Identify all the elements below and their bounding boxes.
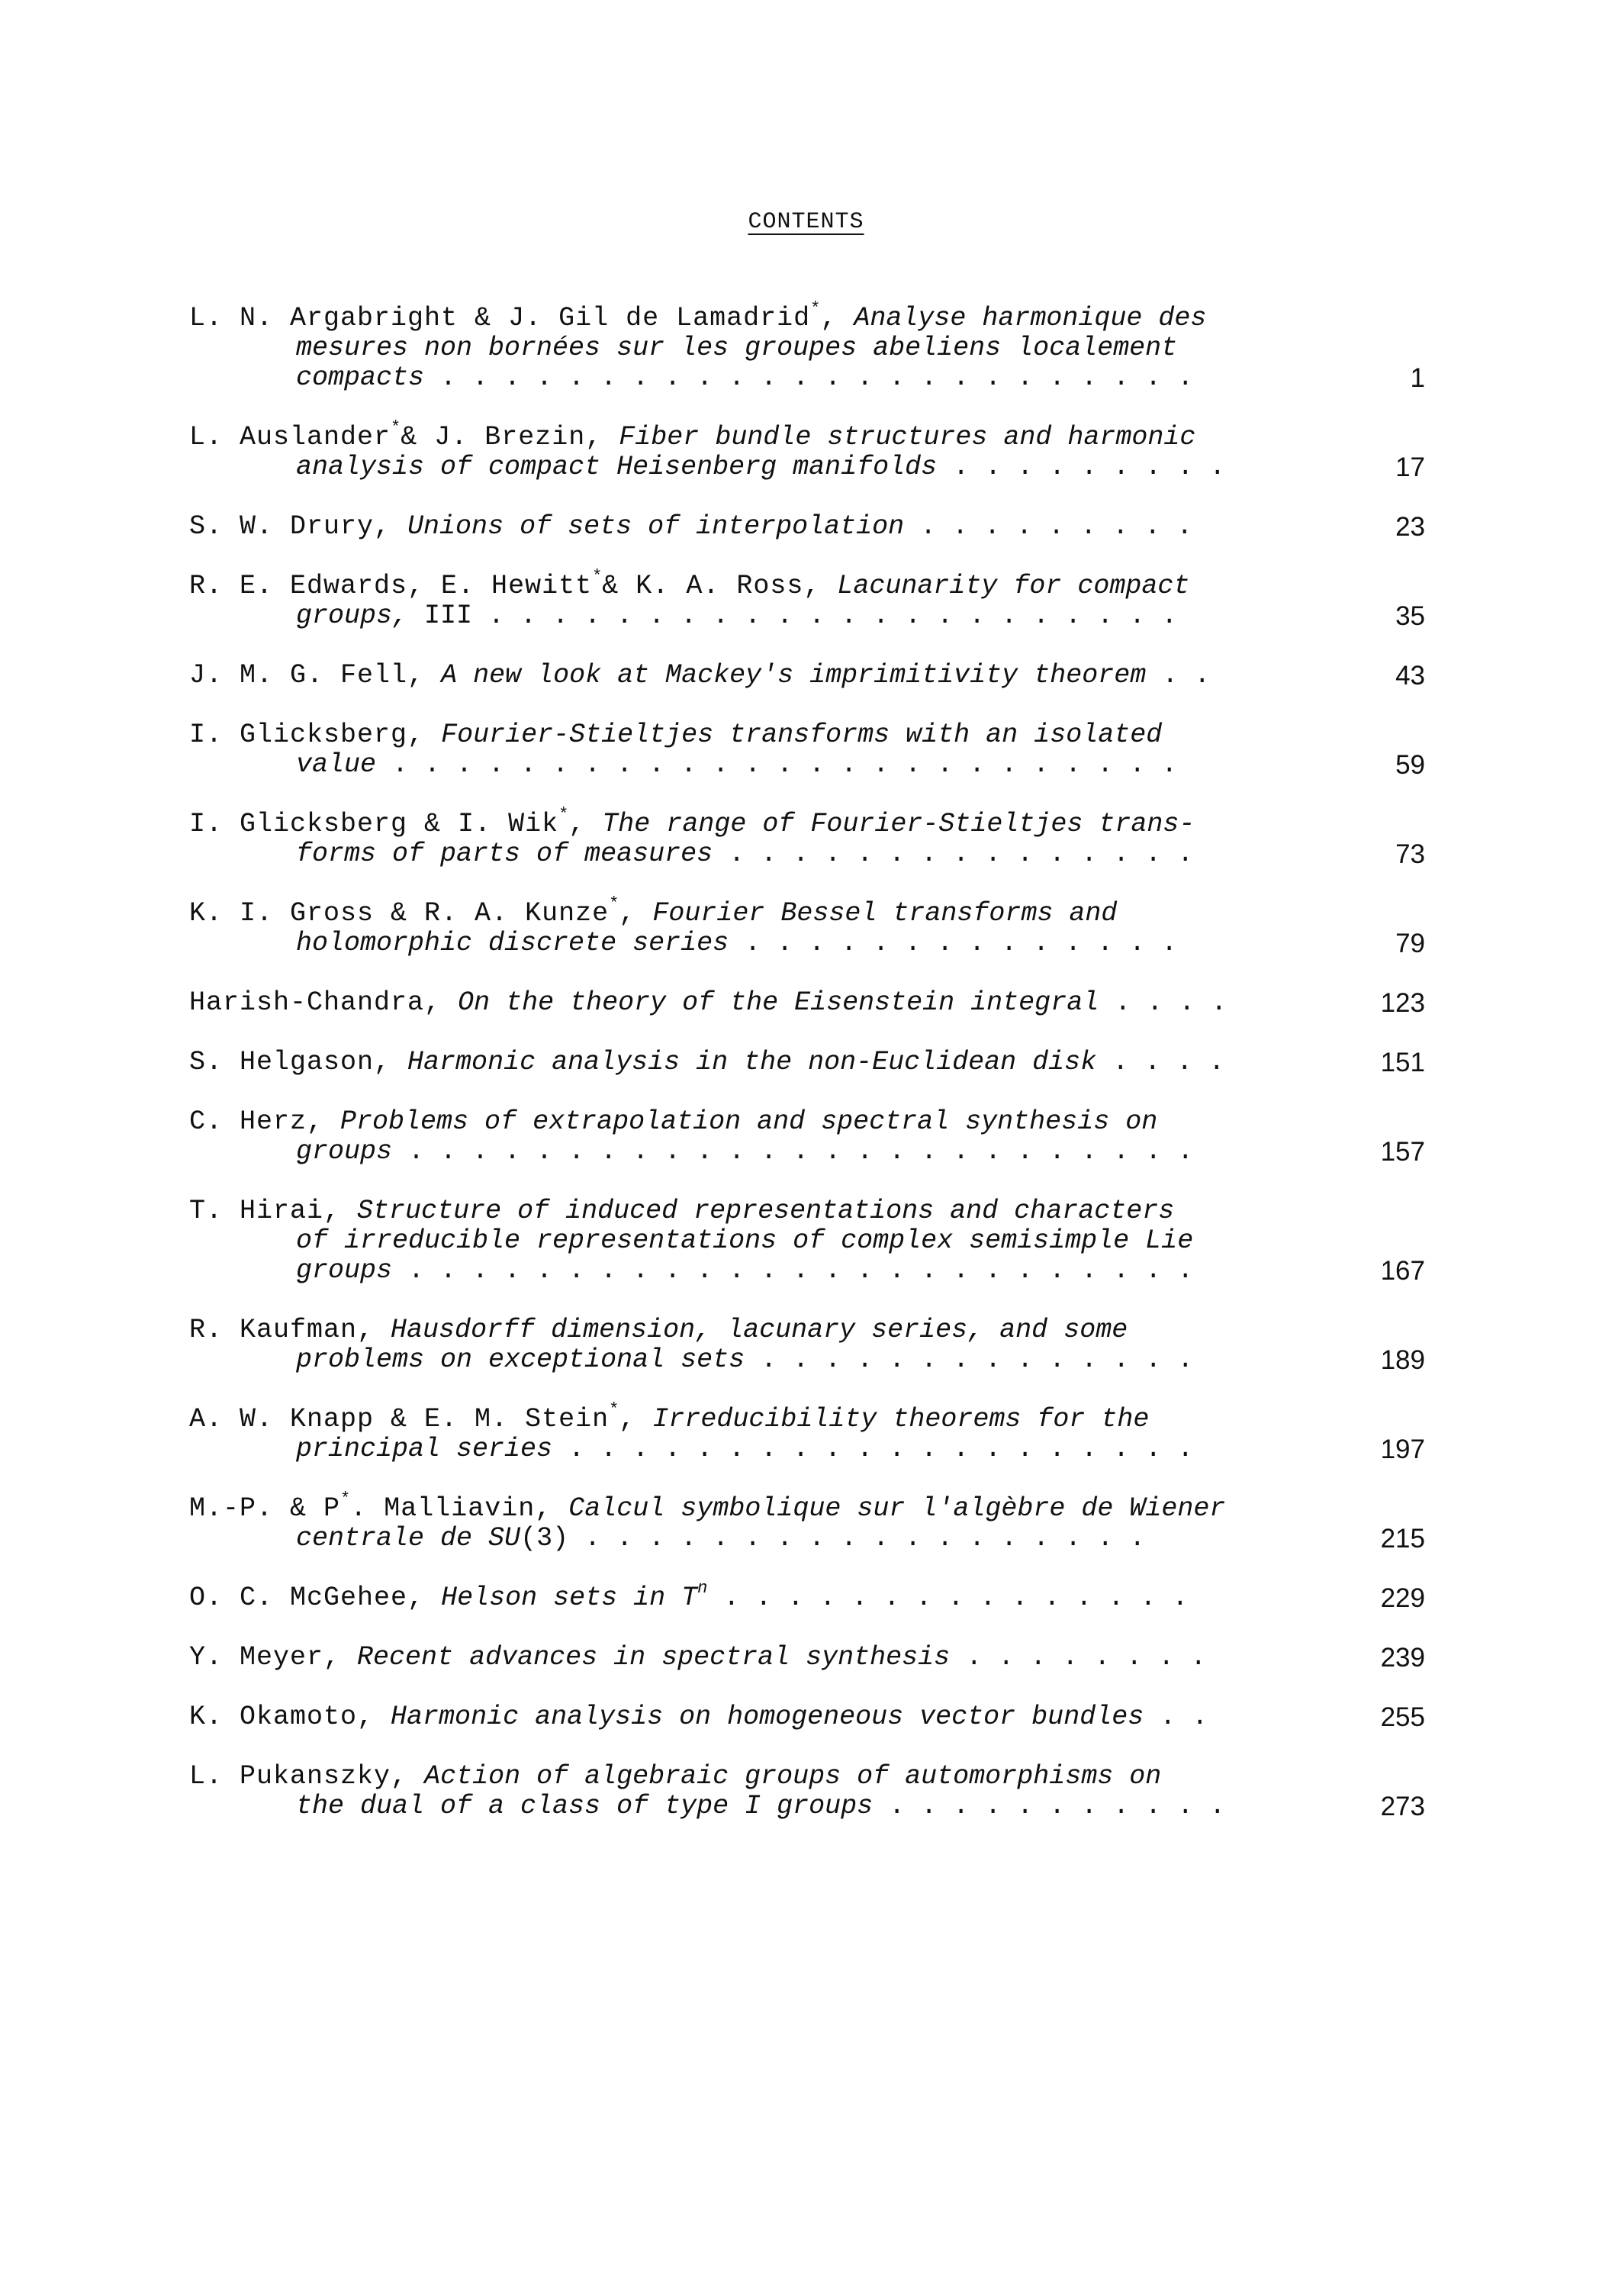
toc-entry-line — [189, 1400, 1425, 1435]
toc-entry-line — [189, 299, 1425, 333]
contents-heading-text: CONTENTS — [748, 209, 864, 235]
toc-entry-line — [189, 512, 1425, 542]
entry-title: Calcul symbolique sur l'algèbre de Wiener — [568, 1493, 1226, 1524]
entry-title: compacts — [296, 362, 425, 393]
entry-title: Hausdorff dimension, lacunary series, and some — [391, 1315, 1128, 1345]
entry-title: groups — [296, 1136, 393, 1167]
entry-author: I. Glicksberg & I. Wik — [189, 809, 559, 839]
toc-entry-line — [189, 1524, 1425, 1554]
toc-entry — [189, 1196, 1425, 1286]
toc-entry — [189, 567, 1425, 631]
toc-entry-line — [189, 720, 1425, 750]
author-asterisk: * — [391, 418, 401, 437]
entry-separator: , — [568, 809, 603, 839]
entry-title: Analyse harmonique des — [854, 303, 1207, 333]
entry-title: A new look at Mackey's imprimitivity theorem — [441, 660, 1147, 691]
toc-entry — [189, 1315, 1425, 1375]
page-number: 229 — [1380, 1583, 1425, 1613]
entry-title: Irreducibility theorems for the — [652, 1404, 1150, 1435]
dot-leader: . . . . . . . . . . . . . . . . . . . . . . . . . — [392, 1255, 1194, 1286]
dot-leader: . . . . . . . . . — [937, 452, 1226, 482]
toc-entry-line — [189, 1489, 1425, 1524]
toc-entry-line — [189, 418, 1425, 452]
toc-entry-line — [189, 567, 1425, 601]
entry-author: L. Auslander — [189, 422, 391, 452]
table-of-contents — [189, 299, 1425, 1851]
title-superscript: n — [697, 1579, 708, 1598]
entry-title: value — [296, 749, 377, 780]
page-number: 167 — [1380, 1256, 1425, 1286]
page-number: 151 — [1380, 1048, 1425, 1077]
dot-leader: . . . . . . . . . . . . . . . — [713, 839, 1194, 869]
dot-leader: . . . . . . . . . . . — [873, 1791, 1226, 1821]
entry-author: K. I. Gross & R. A. Kunze — [189, 898, 610, 929]
entry-author: T. Hirai, — [189, 1196, 358, 1226]
entry-author: Harish-Chandra, — [189, 987, 459, 1018]
entry-title-plain: III — [424, 601, 473, 631]
page-number: 1 — [1410, 363, 1425, 393]
dot-leader: . . . . — [1096, 1047, 1225, 1077]
author-asterisk: * — [558, 805, 569, 824]
entry-author: S. W. Drury, — [189, 511, 408, 542]
entry-title: problems on exceptional sets — [296, 1344, 745, 1375]
entry-author: M.-P. & P — [189, 1493, 341, 1524]
page-number: 215 — [1380, 1524, 1425, 1554]
toc-entry-line — [189, 839, 1425, 869]
toc-entry — [189, 512, 1425, 542]
entry-author-continued: . Malliavin, — [350, 1493, 569, 1524]
page-number: 239 — [1380, 1643, 1425, 1673]
entry-title: Structure of induced representations and characters — [357, 1196, 1175, 1226]
toc-entry-line — [189, 1196, 1425, 1226]
entry-title: The range of Fourier-Stieltjes trans- — [602, 809, 1195, 839]
toc-entry-line — [189, 333, 1425, 363]
page-number: 255 — [1380, 1702, 1425, 1732]
entry-title: Fourier Bessel transforms and — [652, 898, 1118, 929]
entry-author: A. W. Knapp & E. M. Stein — [189, 1404, 610, 1435]
entry-author: L. Pukanszky, — [189, 1761, 425, 1792]
toc-entry-line — [189, 1345, 1425, 1375]
entry-author: J. M. G. Fell, — [189, 660, 442, 691]
dot-leader: . . . . . . . . . — [904, 511, 1193, 542]
entry-author: I. Glicksberg, — [189, 720, 442, 750]
contents-heading — [0, 209, 1612, 235]
page-number: 73 — [1395, 839, 1425, 869]
entry-title: On the theory of the Eisenstein integral — [458, 987, 1099, 1018]
toc-entry-line — [189, 750, 1425, 780]
page-number: 189 — [1380, 1345, 1425, 1375]
entry-title: forms of parts of measures — [296, 839, 713, 869]
entry-title: analysis of compact Heisenberg manifolds — [296, 452, 938, 482]
entry-author: S. Helgason, — [189, 1047, 408, 1077]
toc-entry-line — [189, 1226, 1425, 1256]
entry-separator: , — [619, 898, 653, 929]
toc-entry — [189, 988, 1425, 1018]
author-asterisk: * — [340, 1489, 351, 1509]
toc-entry — [189, 299, 1425, 393]
page-number: 79 — [1395, 929, 1425, 958]
page-number: 197 — [1380, 1435, 1425, 1464]
entry-author-continued: & J. Brezin, — [401, 422, 619, 452]
author-asterisk: * — [592, 567, 603, 586]
page-number: 273 — [1380, 1792, 1425, 1821]
dot-leader: . . — [1146, 660, 1211, 691]
entry-title: groups — [296, 1255, 393, 1286]
page-number: 123 — [1380, 988, 1425, 1018]
entry-title: groups, — [296, 601, 425, 631]
dot-leader: . . . . . . . . . . . . . . — [729, 928, 1178, 958]
page-number: 157 — [1380, 1137, 1425, 1167]
toc-entry-line — [189, 1579, 1425, 1613]
entry-title: the dual of a class of type I groups — [296, 1791, 874, 1821]
entry-author: K. Okamoto, — [189, 1702, 391, 1732]
dot-leader: . . . . . . . . . . . . . . — [745, 1344, 1194, 1375]
dot-leader: . . . . . . . . . . . . . . . — [707, 1583, 1189, 1613]
entry-title: Harmonic analysis in the non-Euclidean disk — [407, 1047, 1097, 1077]
toc-entry-line — [189, 1256, 1425, 1286]
toc-entry-line — [189, 1048, 1425, 1077]
toc-entry-line — [189, 363, 1425, 393]
entry-title: Problems of extrapolation and spectral synthesis on — [340, 1106, 1158, 1137]
entry-title: Fiber bundle structures and harmonic — [619, 422, 1196, 452]
toc-entry — [189, 1489, 1425, 1554]
page-number: 17 — [1395, 452, 1425, 482]
toc-entry — [189, 1643, 1425, 1673]
dot-leader: . . . . . . . . . . . . . . . . . . . . . . — [472, 601, 1178, 631]
entry-title: holomorphic discrete series — [296, 928, 729, 958]
page-number: 43 — [1395, 661, 1425, 691]
entry-title: of irreducible representations of complex semisimple Lie — [296, 1225, 1194, 1256]
toc-entry — [189, 1579, 1425, 1613]
entry-separator: , — [820, 303, 854, 333]
entry-title: principal series — [296, 1434, 553, 1464]
entry-title: Fourier-Stieltjes transforms with an isolated — [441, 720, 1163, 750]
dot-leader: . . . . . . . . . . . . . . . . . . — [568, 1523, 1146, 1554]
toc-entry-line — [189, 452, 1425, 482]
entry-title: Harmonic analysis on homogeneous vector bundles — [391, 1702, 1144, 1732]
page-number: 35 — [1395, 601, 1425, 631]
toc-entry-line — [189, 1643, 1425, 1673]
entry-separator: , — [619, 1404, 653, 1435]
entry-author: R. Kaufman, — [189, 1315, 391, 1345]
dot-leader: . . — [1144, 1702, 1208, 1732]
author-asterisk: * — [609, 1400, 619, 1419]
toc-entry-line — [189, 1762, 1425, 1792]
toc-entry — [189, 418, 1425, 482]
toc-entry-line — [189, 601, 1425, 631]
dot-leader: . . . . . . . . . . . . . . . . . . . . . . . . — [424, 362, 1194, 393]
toc-entry — [189, 1702, 1425, 1732]
toc-entry-line — [189, 1792, 1425, 1821]
toc-entry-line — [189, 1137, 1425, 1167]
entry-title-plain: (3) — [520, 1523, 569, 1554]
entry-title: centrale de SU — [296, 1523, 521, 1554]
toc-entry — [189, 1107, 1425, 1167]
toc-entry — [189, 1762, 1425, 1821]
dot-leader: . . . . — [1099, 987, 1228, 1018]
entry-title: mesures non bornées sur les groupes abeliens localement — [296, 333, 1178, 363]
entry-title: Lacunarity for compact — [837, 571, 1190, 601]
entry-title: Recent advances in spectral synthesis — [357, 1642, 951, 1673]
page-number: 59 — [1395, 750, 1425, 780]
toc-entry-line — [189, 661, 1425, 691]
dot-leader: . . . . . . . . . . . . . . . . . . . . . . . . . — [376, 749, 1178, 780]
dot-leader: . . . . . . . . — [950, 1642, 1207, 1673]
toc-entry — [189, 805, 1425, 869]
toc-entry-line — [189, 929, 1425, 958]
entry-title: Unions of sets of interpolation — [407, 511, 905, 542]
entry-author: L. N. Argabright & J. Gil de Lamadrid — [189, 303, 811, 333]
author-asterisk: * — [810, 299, 821, 318]
entry-title: Helson sets in T — [441, 1583, 698, 1613]
entry-author: C. Herz, — [189, 1106, 341, 1137]
entry-author: R. E. Edwards, E. Hewitt — [189, 571, 593, 601]
toc-entry-line — [189, 894, 1425, 929]
dot-leader: . . . . . . . . . . . . . . . . . . . . . . . . . — [392, 1136, 1194, 1167]
toc-entry-line — [189, 1315, 1425, 1345]
page-number: 23 — [1395, 512, 1425, 542]
entry-author-continued: & K. A. Ross, — [602, 571, 838, 601]
toc-entry — [189, 720, 1425, 780]
toc-entry-line — [189, 988, 1425, 1018]
toc-entry-line — [189, 1702, 1425, 1732]
toc-entry-line — [189, 1435, 1425, 1464]
dot-leader: . . . . . . . . . . . . . . . . . . . . — [552, 1434, 1194, 1464]
toc-entry-line — [189, 1107, 1425, 1137]
toc-entry — [189, 1400, 1425, 1464]
toc-entry — [189, 894, 1425, 958]
toc-entry — [189, 1048, 1425, 1077]
author-asterisk: * — [609, 894, 619, 913]
toc-entry-line — [189, 805, 1425, 839]
entry-author: Y. Meyer, — [189, 1642, 358, 1673]
entry-title: Action of algebraic groups of automorphisms on — [424, 1761, 1162, 1792]
entry-author: O. C. McGehee, — [189, 1583, 442, 1613]
toc-entry — [189, 661, 1425, 691]
